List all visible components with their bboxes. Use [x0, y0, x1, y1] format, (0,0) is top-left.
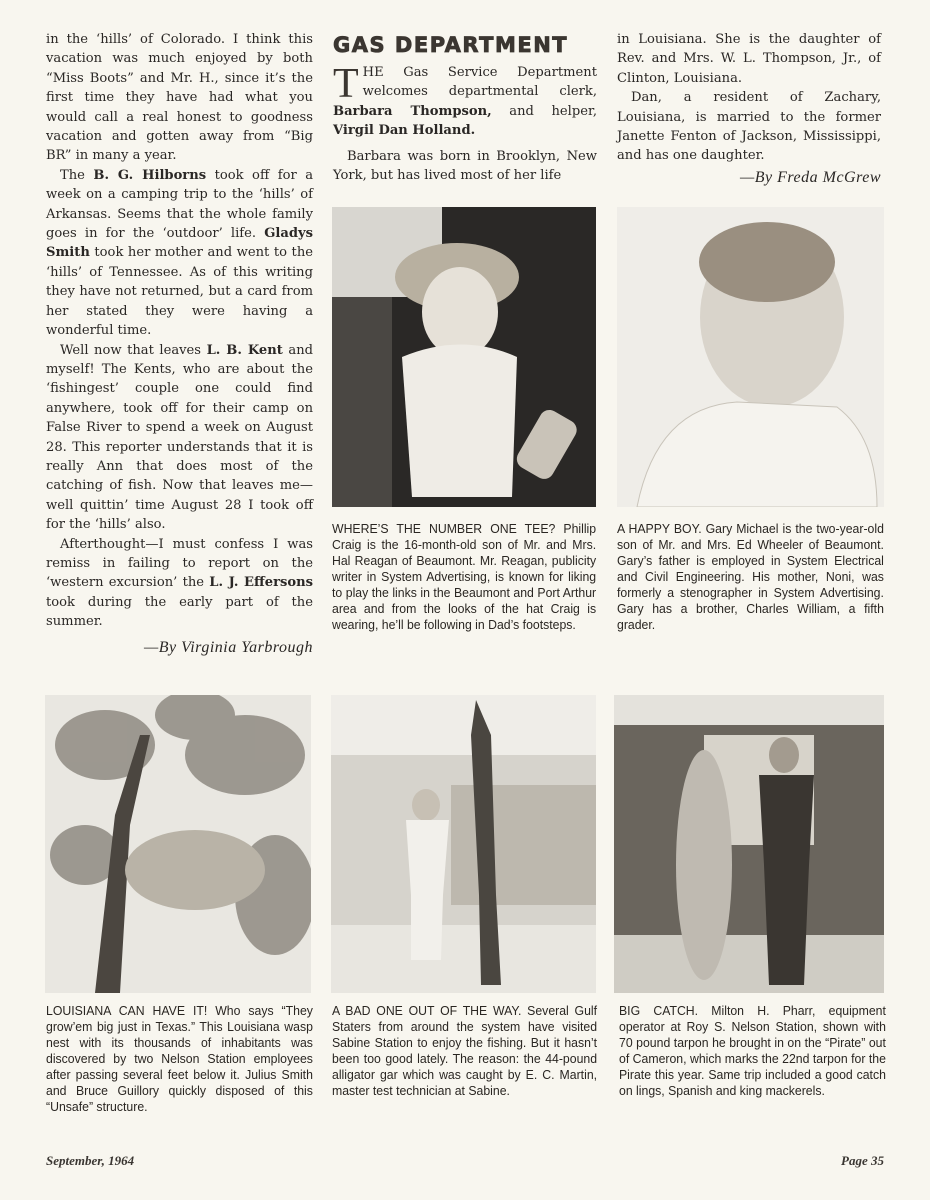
byline: —By Virginia Yarbrough	[144, 638, 313, 656]
photo-alligator-gar	[331, 695, 596, 993]
paragraph: Dan, a resident of Zachary, Louisiana, is married to the former Janette Fenton of Jackson, Mississippi, and has one daughter.	[617, 90, 881, 164]
photo-wasp-nest	[45, 695, 311, 993]
section-heading: GAS DEPARTMENT	[333, 33, 569, 57]
caption-louisiana-can-have-it: LOUISIANA CAN HAVE IT! Who says “They grow’em big just in Texas.” This Louisiana wasp nest with its thousands of inhabitants was discovered by two Nelson Station employees after passing several feet below it. Julius Smith and Bruce Guillory quickly disposed of this “Unsafe” structure.	[46, 1003, 313, 1114]
paragraph: The B. G. Hilborns took off for a week on a camping trip to the ‘hills’ of Arkansas. Seems that the whole family goes in for the ‘outdoor’ life. Gladys Smith took her mother and went to the ‘hills’ of Tennessee. As of this writing they have not returned, but a card from her stated they were having a wonderful time.	[46, 167, 314, 339]
paragraph: THE Gas Service Department welcomes departmental clerk, Barbara Thompson, and helper, Virgil Dan Holland.	[333, 61, 597, 139]
left-column-article	[46, 30, 313, 657]
paragraph: Well now that leaves L. B. Kent and myself! The Kents, who are about the ‘fishingest’ couple one could find anywhere, took off for their camp on False River to spend a week on August 28. This reporter understands that it is really Ann that does most of the catching of fish. Now that leaves me—well quittin’ time August 28 I took off for the ‘hills’ also.	[46, 342, 314, 533]
paragraph: in the ‘hills’ of Colorado. I think this vacation was much enjoyed by both “Miss Boots” and Mr. H., since it’s the first time they have had what you would call a real honest to goodness vacation and gotten away from “Big BR” in many a year.	[46, 32, 313, 164]
drop-cap: T	[333, 61, 359, 107]
caption-number-one-tee: WHERE’S THE NUMBER ONE TEE? Phillip Craig is the 16-month-old son of Mr. and Mrs. Hal Reagan of Beaumont. Mr. Reagan, publicity writer in System Advertising, is known for liking to play the links in the Beaumont and Port Arthur area and from the looks of the hat Craig is wearing, he’ll be following in Dad’s footsteps.	[332, 521, 597, 632]
photo-toddler-in-hat	[332, 207, 596, 507]
gas-department-column-1	[333, 63, 597, 185]
paragraph: Afterthought—I must confess I was remiss in failing to report on the ‘western excursion’ the L. J. Effersons took during the early part of the summer.	[46, 536, 314, 630]
caption-big-catch: BIG CATCH. Milton H. Pharr, equipment operator at Roy S. Nelson Station, shown with 70 pound tarpon he brought in on the “Pirate” out of Cameron, which marks the 22nd tarpon for the Pirate this year. Same trip included a good catch on lings, Spanish and king mackerels.	[619, 1003, 886, 1098]
photo-tarpon-catch	[614, 695, 884, 993]
photo-happy-boy	[617, 207, 884, 507]
issue-date: September, 1964	[46, 1153, 135, 1168]
paragraph: in Louisiana. She is the daughter of Rev. and Mrs. W. L. Thompson, Jr., of Clinton, Louisiana.	[617, 32, 881, 86]
caption-bad-one-out-of-the-way: A BAD ONE OUT OF THE WAY. Several Gulf Staters from around the system have visited Sabine Station to enjoy the fishing. But it hasn’t been too good lately. The reason: the 44-pound alligator gar which was caught by E. C. Martin, master test technician at Sabine.	[332, 1003, 598, 1098]
page-number: Page 35	[841, 1153, 884, 1168]
gas-department-column-2	[617, 30, 881, 187]
paragraph: Barbara was born in Brooklyn, New York, but has lived most of her life	[333, 148, 597, 184]
caption-happy-boy: A HAPPY BOY. Gary Michael is the two-year-old son of Mr. and Mrs. Ed Wheeler of Beaumont. Gary’s father is employed in System Electrical and Civil Engineering. His mother, Noni, was formerly a stenographer in System Advertising. Gary has a brother, Charles William, a fifth grader.	[617, 521, 884, 632]
byline: —By Freda McGrew	[740, 168, 881, 186]
